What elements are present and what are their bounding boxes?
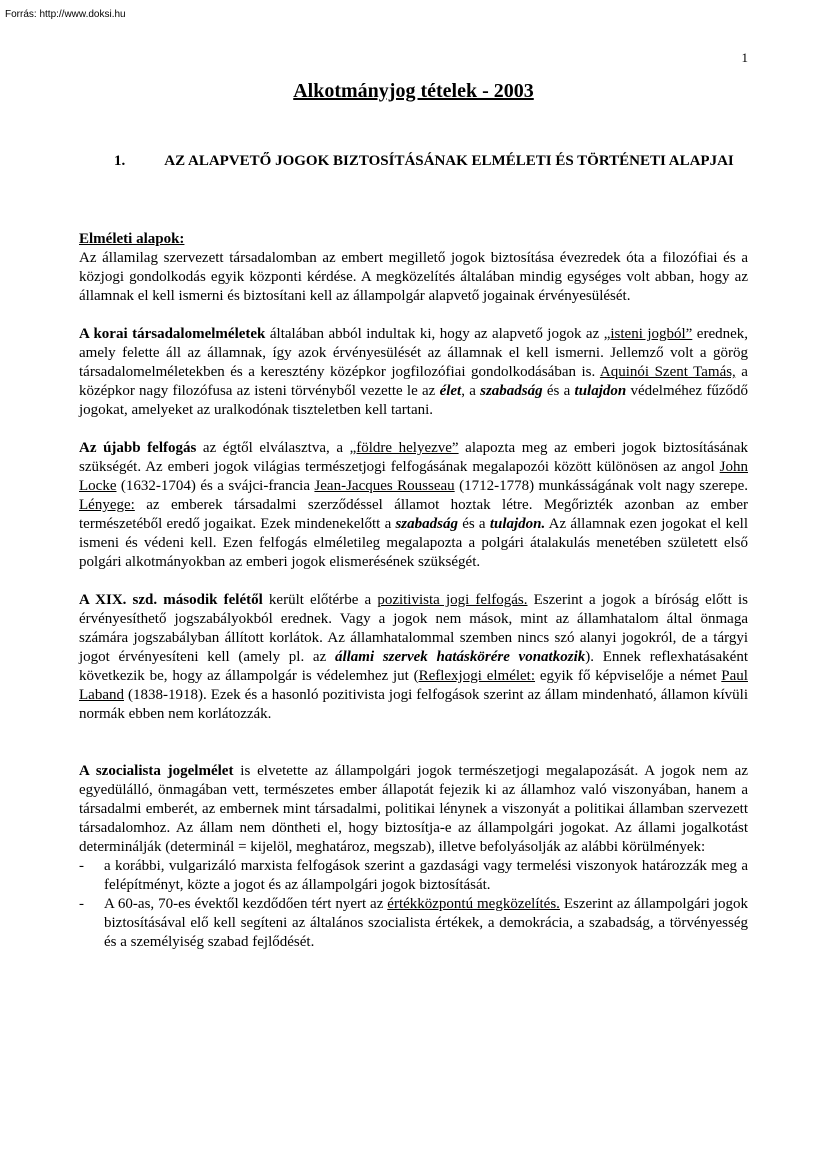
paragraph-positivist <box>79 591 748 724</box>
theoretical-label: Elméleti alapok: <box>79 231 185 247</box>
source-url: Forrás: http://www.doksi.hu <box>5 9 126 20</box>
list-marker: - <box>79 858 84 874</box>
section-heading <box>114 151 750 171</box>
paragraph-lead: A XIX. szd. második felétől <box>79 592 263 608</box>
emphasized-term: élet <box>439 383 462 399</box>
paragraph-socialist <box>79 762 748 857</box>
underlined-term: „földre helyezve” <box>349 440 459 456</box>
text-run: és a <box>542 383 575 399</box>
list-item-text: a korábbi, vulgarizáló marxista felfogások szerint a gazdasági vagy termelési viszonyok határozzák meg a felépítményt, közte a jogot és az állampolgári jogok biztosítását. <box>104 858 748 893</box>
list-item-text <box>104 895 748 952</box>
section-heading-text: AZ ALAPVETŐ JOGOK BIZTOSÍTÁSÁNAK ELMÉLETI ÉS TÖRTÉNETI ALAPJAI <box>164 153 734 169</box>
text-run: Az államnak ezen jogokat el kell ismeni és védeni kell. Ezen felfogás elméletileg megalapozta a polgári átalakulás menetében született első polgári alkotmányokban az emberi jogok elismerésének szükségét. <box>79 516 749 570</box>
document-body <box>79 230 748 952</box>
underlined-term: értékközpontú megközelítés. <box>387 896 560 912</box>
text-run: került előtérbe a <box>262 592 378 608</box>
emphasized-term: tulajdon <box>574 383 627 399</box>
text-run: , a <box>461 383 481 399</box>
paragraph-lead: A korai társadalomelméletek <box>79 326 266 342</box>
text-run: (1712-1778) munkásságának volt nagy szerepe. <box>454 478 748 494</box>
text-run: általában abból indultak ki, hogy az alapvető jogok az <box>265 326 604 342</box>
underlined-term: Aquinói Szent Tamás, <box>599 364 736 380</box>
paragraph-newer-view <box>79 439 748 572</box>
text-run: az égtől elválasztva, a <box>196 440 350 456</box>
underlined-term: John Locke <box>79 459 748 494</box>
text-run: egyik fő képviselője a német <box>535 668 722 684</box>
text-run: alapozta meg az emberi jogok biztosításának szükségét. Az emberi jogok világias természetjogi felfogásának megalapozói között különösen az angol <box>79 440 748 475</box>
underlined-term: „isteni jogból” <box>603 326 693 342</box>
text-run: ). Ennek reflexhatásaként következik be, hogy az állampolgár is védelemhez jut ( <box>79 649 748 684</box>
text-run: Eszerint a jogok a bíróság előtt is érvényesíthető jogszabályokból erednek. Vagy a jogok nem mások, mint az államhatalom által önmaga számára jogszabályban állított korlátok. Az államhatalommal szemben nincs szó alanyi jogokról, de a tárgyi jogot érvényesíteni kell (amely pl. az <box>79 592 748 665</box>
paragraph-theoretical <box>79 230 748 306</box>
text-run: is elvetette az állampolgári jogok természetjogi megalapozását. A jogok nem az egyedülálló, önmagában vett, természetes ember állapotát fejezik ki az államhoz való viszonyában, hanem a társadalmi emberét, az embernek mint társadalmi, politikai lénynek a viszonyát a politikai államban szervezett társadalomhoz. Az állam nem döntheti el, hogy biztosítja-e az állampolgári jogokat. Az állami jogalkotást determinálják (determinál = kijelöl, meghatároz, megszab), illetve befolyásolják az alábbi körülmények: <box>79 763 748 855</box>
paragraph-text: Az államilag szervezett társadalomban az embert megillető jogok biztosítása évezredek óta a filozófiai és a közjogi gondolkodás egyik központi kérdése. A megközelítés általában mindig egységes volt abban, hogy az államnak el kell ismerni és biztosítani kell az állampolgár alapvető jogainak érvényesülését. <box>79 250 748 304</box>
list-item <box>79 857 748 895</box>
paragraph-early-theories <box>79 325 748 420</box>
paragraph-lead: Az újabb felfogás <box>79 440 197 456</box>
text-run: a középkor nagy filozófusa az isteni törvényből vezette le az <box>79 364 748 399</box>
underlined-term: Reflexjogi elmélet: <box>418 668 536 684</box>
paragraph-lead: A szocialista jogelmélet <box>79 763 234 779</box>
underlined-term: Paul Laband <box>79 668 748 703</box>
underlined-term: pozitivista jogi felfogás. <box>377 592 528 608</box>
emphasized-term: állami szervek hatáskörére vonatkozik <box>334 649 586 665</box>
text-run: az emberek társadalmi szerződéssel államot hoztak létre. Megőrizték azonban az ember természetéből eredő jogaikat. Ezek mindenekelőtt a <box>79 497 748 532</box>
emphasized-term: szabadság <box>395 516 458 532</box>
text-run: A 60-as, 70-es évektől kezdődően tért nyert az <box>104 896 388 912</box>
list-item <box>79 895 748 952</box>
text-run: erednek, amely felette áll az államnak, így azok érvényesülését az államnak el kell ismerni. Jellemző volt a görög társadalomelméletekben és a keresztény középkor jogfilozófiai gondolkodásában is. <box>79 326 749 380</box>
section-number: 1. <box>114 153 126 169</box>
text-run: és a <box>457 516 490 532</box>
underlined-term: Jean-Jacques Rousseau <box>314 478 455 494</box>
text-run: (1632-1704) és a svájci-francia <box>116 478 315 494</box>
document-title: Alkotmányjog tételek - 2003 <box>293 80 534 102</box>
page-number: 1 <box>741 50 748 65</box>
emphasized-term: tulajdon. <box>489 516 546 532</box>
text-run: védelméhez fűződő jogokat, amelyeket az uralkodónak tiszteletben kell tartani. <box>79 383 748 418</box>
text-run: (1838-1918). Ezek és a hasonló pozitivista jogi felfogások szerint az állam mindenható, államon kívüli normák ebben nem korlátozzák. <box>79 687 748 722</box>
underlined-term: Lényege: <box>79 497 135 513</box>
list-marker: - <box>79 896 84 912</box>
text-run: Eszerint az állampolgári jogok biztosításával elő kell segíteni az általános szocialista értékek, a demokrácia, a szabadság, a törvényesség és a személyiség szabad fejlődését. <box>104 896 748 950</box>
emphasized-term: szabadság <box>480 383 543 399</box>
